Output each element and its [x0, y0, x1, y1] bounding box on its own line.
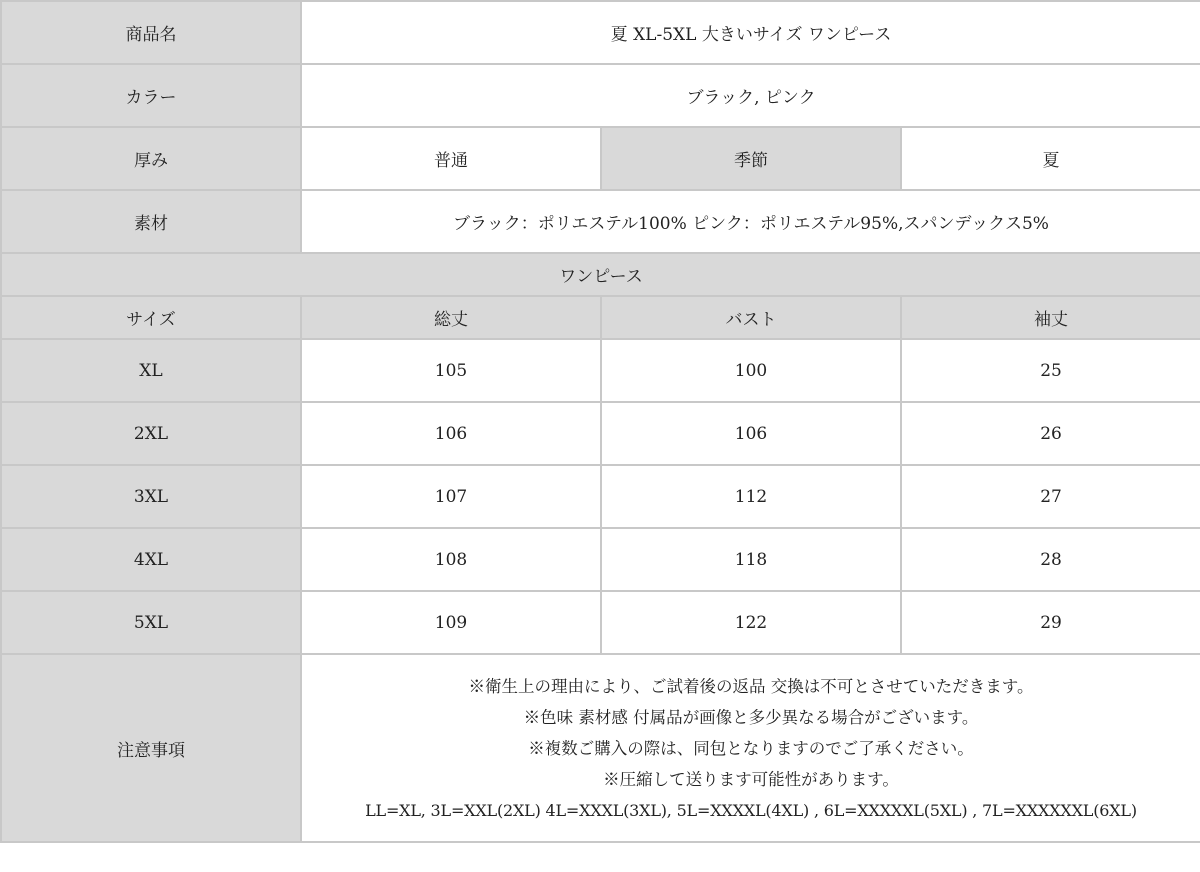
season-label: 季節	[601, 127, 901, 190]
size-row	[1, 465, 1200, 528]
material-value: ブラック：ポリエステル100% ピンク：ポリエステル95%,スパンデックス5%	[301, 190, 1200, 253]
sleeve-cell: 28	[901, 528, 1200, 591]
thickness-value: 普通	[301, 127, 601, 190]
size-row	[1, 591, 1200, 654]
size-row	[1, 339, 1200, 402]
material-label: 素材	[1, 190, 301, 253]
notes-row	[1, 654, 1200, 842]
product-name-label: 商品名	[1, 1, 301, 64]
color-label: カラー	[1, 64, 301, 127]
color-row	[1, 64, 1200, 127]
notes-line: ※圧縮して送ります可能性があります。	[603, 769, 899, 789]
color-value: ブラック, ピンク	[301, 64, 1200, 127]
sleeve-cell: 27	[901, 465, 1200, 528]
notes-line: ※色味 素材感 付属品が画像と多少異なる場合がございます。	[523, 707, 979, 727]
size-cell: 3XL	[1, 465, 301, 528]
size-row	[1, 402, 1200, 465]
thickness-season-row	[1, 127, 1200, 190]
size-cell: 5XL	[1, 591, 301, 654]
size-cell: 2XL	[1, 402, 301, 465]
size-header-length: 総丈	[301, 296, 601, 339]
thickness-label: 厚み	[1, 127, 301, 190]
size-row	[1, 528, 1200, 591]
bust-cell: 106	[601, 402, 901, 465]
sleeve-cell: 26	[901, 402, 1200, 465]
bust-cell: 122	[601, 591, 901, 654]
size-cell: XL	[1, 339, 301, 402]
product-name-value: 夏 XL-5XL 大きいサイズ ワンピース	[301, 1, 1200, 64]
sleeve-cell: 29	[901, 591, 1200, 654]
size-header-sleeve: 袖丈	[901, 296, 1200, 339]
bust-cell: 118	[601, 528, 901, 591]
notes-line: ※衛生上の理由により、ご試着後の返品 交換は不可とさせていただきます。	[468, 676, 1034, 696]
bust-cell: 112	[601, 465, 901, 528]
size-section-title: ワンピース	[1, 253, 1200, 296]
length-cell: 107	[301, 465, 601, 528]
size-header-row	[1, 296, 1200, 339]
season-value: 夏	[901, 127, 1200, 190]
length-cell: 109	[301, 591, 601, 654]
size-cell: 4XL	[1, 528, 301, 591]
size-header-bust: バスト	[601, 296, 901, 339]
size-header-size: サイズ	[1, 296, 301, 339]
length-cell: 105	[301, 339, 601, 402]
notes-label: 注意事項	[1, 654, 301, 842]
material-row	[1, 190, 1200, 253]
notes-body	[301, 654, 1200, 842]
product-name-row	[1, 1, 1200, 64]
size-section-title-row	[1, 253, 1200, 296]
length-cell: 108	[301, 528, 601, 591]
sleeve-cell: 25	[901, 339, 1200, 402]
bust-cell: 100	[601, 339, 901, 402]
notes-line: ※複数ご購入の際は、同包となりますのでご了承ください。	[528, 738, 974, 758]
length-cell: 106	[301, 402, 601, 465]
size-conversion-line: LL=XL, 3L=XXL(2XL) 4L=XXXL(3XL), 5L=XXXXL(4XL) , 6L=XXXXXL(5XL) , 7L=XXXXXXL(6XL)	[365, 800, 1137, 820]
